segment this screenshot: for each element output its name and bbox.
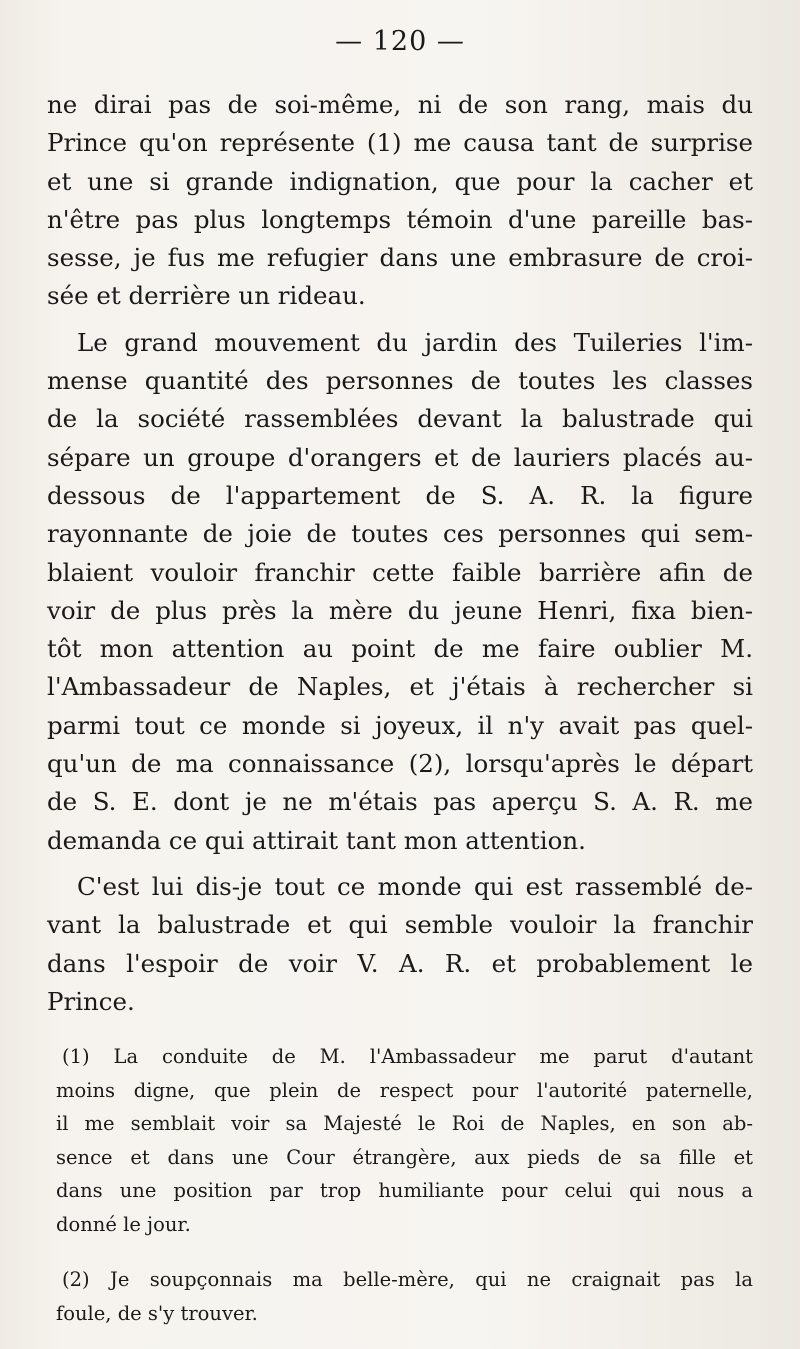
main-text: [47, 86, 753, 1029]
paragraph-1: [47, 86, 753, 316]
text-line: Le grand mouvement du jardin des Tuileries l'im-: [77, 327, 753, 357]
text-line: parmi tout ce monde si joyeux, il n'y avait pas quel-: [47, 710, 753, 740]
footnote-line: (2) Je soupçonnais ma belle-mère, qui ne craignait pas la: [62, 1268, 753, 1291]
text-line: sépare un groupe d'orangers et de lauriers placés au-: [47, 442, 753, 472]
text-line: voir de plus près la mère du jeune Henri, fixa bien-: [47, 595, 753, 625]
footnote-line: donné le jour.: [56, 1212, 191, 1236]
text-line: ne dirai pas de soi-même, ni de son rang, mais du: [47, 90, 753, 119]
text-line: mense quantité des personnes de toutes les classes: [47, 366, 753, 396]
footnote-line: foule, de s'y trouver.: [56, 1301, 258, 1325]
footnotes: [56, 1040, 753, 1349]
page-number: — 120 —: [335, 26, 465, 57]
footnote-1: [56, 1040, 753, 1241]
text-line: n'être pas plus longtemps témoin d'une pareille bas-: [47, 204, 753, 234]
text-line: C'est lui dis-je tout ce monde qui est rassemblé de-: [77, 871, 753, 901]
text-line: qu'un de ma connaissance (2), lorsqu'après le départ: [47, 749, 753, 779]
text-line: vant la balustrade et qui semble vouloir la franchir: [47, 910, 753, 940]
paragraph-2: [47, 324, 753, 860]
text-line: et une si grande indignation, que pour la cacher et: [47, 166, 753, 196]
footnote-line: il me semblait voir sa Majesté le Roi de Naples, en son ab-: [56, 1112, 753, 1135]
footnote-line: sence et dans une Cour étrangère, aux pieds de sa fille et: [56, 1145, 753, 1169]
text-line: de la société rassemblées devant la balustrade qui: [47, 404, 753, 434]
footnote-2: [56, 1263, 753, 1330]
text-line: demanda ce qui attirait tant mon attention.: [47, 825, 586, 855]
text-line: de S. E. dont je ne m'étais pas aperçu S. A. R. me: [47, 787, 753, 817]
footnote-line: (1) La conduite de M. l'Ambassadeur me parut d'autant: [62, 1045, 753, 1068]
text-line: rayonnante de joie de toutes ces personnes qui sem-: [47, 519, 753, 549]
text-line: Prince qu'on représente (1) me causa tant de surprise: [47, 128, 753, 158]
text-line: Prince.: [47, 986, 135, 1016]
text-line: dessous de l'appartement de S. A. R. la figure: [47, 480, 753, 510]
text-line: tôt mon attention au point de me faire oublier M.: [47, 634, 753, 664]
footnote-line: dans une position par trop humiliante pour celui qui nous a: [56, 1179, 753, 1202]
footnote-line: moins digne, que plein de respect pour l'autorité paternelle,: [56, 1078, 753, 1102]
paragraph-3: [47, 868, 753, 1021]
text-line: l'Ambassadeur de Naples, et j'étais à rechercher si: [47, 672, 753, 702]
text-line: sesse, je fus me refugier dans une embrasure de croi-: [47, 243, 753, 273]
text-line: sée et derrière un rideau.: [47, 281, 366, 311]
text-line: dans l'espoir de voir V. A. R. et probablement le: [47, 948, 753, 978]
text-line: blaient vouloir franchir cette faible barrière afin de: [47, 557, 753, 587]
